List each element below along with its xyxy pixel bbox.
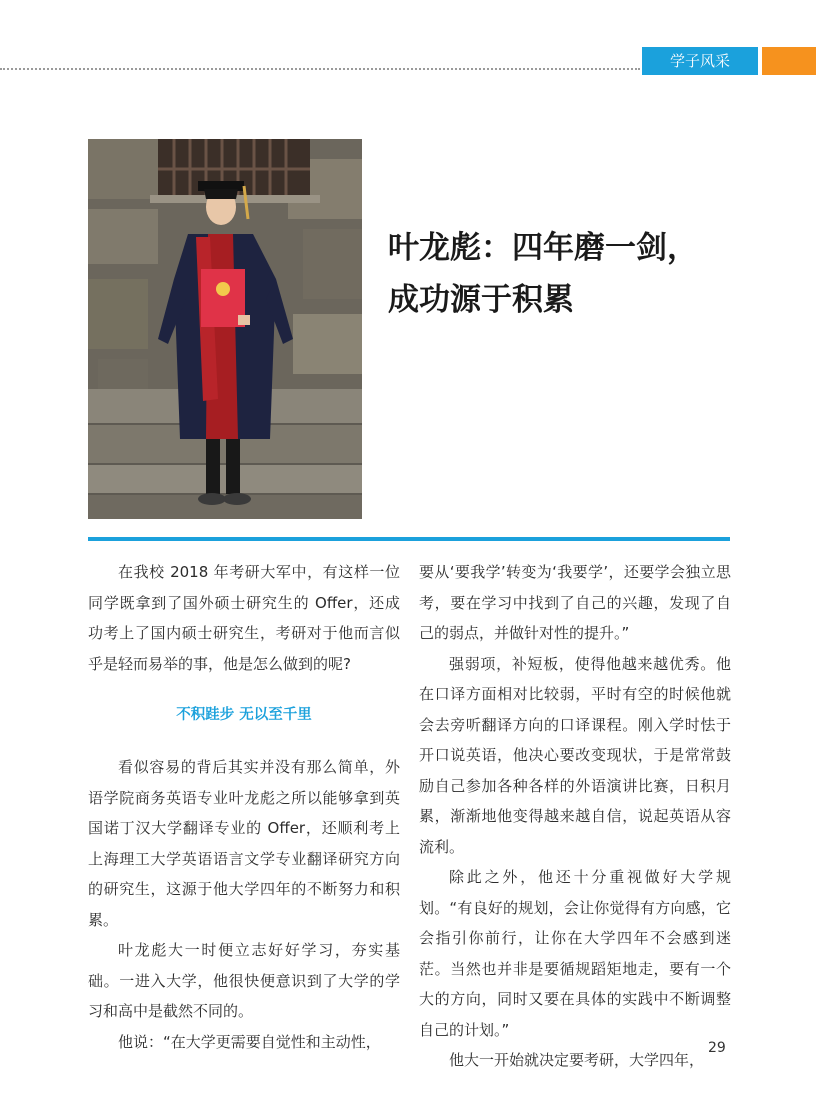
header-dotted-rule xyxy=(0,68,640,70)
paragraph: 看似容易的背后其实并没有那么简单，外语学院商务英语专业叶龙彪之所以能够拿到英国诺丁汉大学翻译专业的 Offer，还顺利考上上海理工大学英语语言文学专业翻译研究方向的研究生，这源于他大学四年的不断努力和积累。 xyxy=(88,758,400,929)
page-number: 29 xyxy=(708,1040,726,1056)
article-title xyxy=(388,222,748,326)
paragraph: 在我校 2018 年考研大军中，有这样一位同学既拿到了国外硕士研究生的 Offer，还成功考上了国内硕士研究生，考研对于他而言似乎是轻而易举的事，他是怎么做到的呢? xyxy=(88,563,400,673)
section-subheading: 不积跬步 无以至千里 xyxy=(176,706,312,723)
paragraph: 强弱项，补短板，使得他越来越优秀。他在口译方面相对比较弱，平时有空的时候他就会去旁听翻译方向的口译课程。刚入学时怯于开口说英语，他决心要改变现状，于是常常鼓励自己参加各种各样的外语演讲比赛，日积月累，渐渐地他变得越来越自信，说起英语从容流利。 xyxy=(419,654,731,856)
section-tab: 学子风采 xyxy=(642,47,758,75)
paragraph: 要从‘要我学’转变为‘我要学’，还要学会独立思考，要在学习中找到了自己的兴趣，发现了自己的弱点，并做针对性的提升。” xyxy=(419,563,731,642)
article-title-line-1: 叶龙彪：四年磨一剑， xyxy=(388,230,698,266)
right-column xyxy=(419,557,731,1076)
title-divider xyxy=(88,537,730,541)
paragraph: 他大一开始就决定要考研，大学四年， xyxy=(449,1051,705,1069)
paragraph: 叶龙彪大一时便立志好好学习，夯实基础。一进入大学，他很快便意识到了大学的学习和高中是截然不同的。 xyxy=(88,941,400,1020)
left-column xyxy=(88,557,400,1057)
paragraph: 除此之外，他还十分重视做好大学规划。“有良好的规划，会让你觉得有方向感，它会指引你前行，让你在大学四年不会感到迷茫。当然也并非是要循规蹈矩地走，要有一个大的方向，同时又要在具体的实践中不断调整自己的计划。” xyxy=(419,868,731,1039)
paragraph: 他说：“在大学更需要自觉性和主动性， xyxy=(118,1032,381,1051)
section-tab-accent xyxy=(762,47,816,75)
article-title-line-2: 成功源于积累 xyxy=(388,282,574,318)
graduation-photo xyxy=(88,139,362,519)
